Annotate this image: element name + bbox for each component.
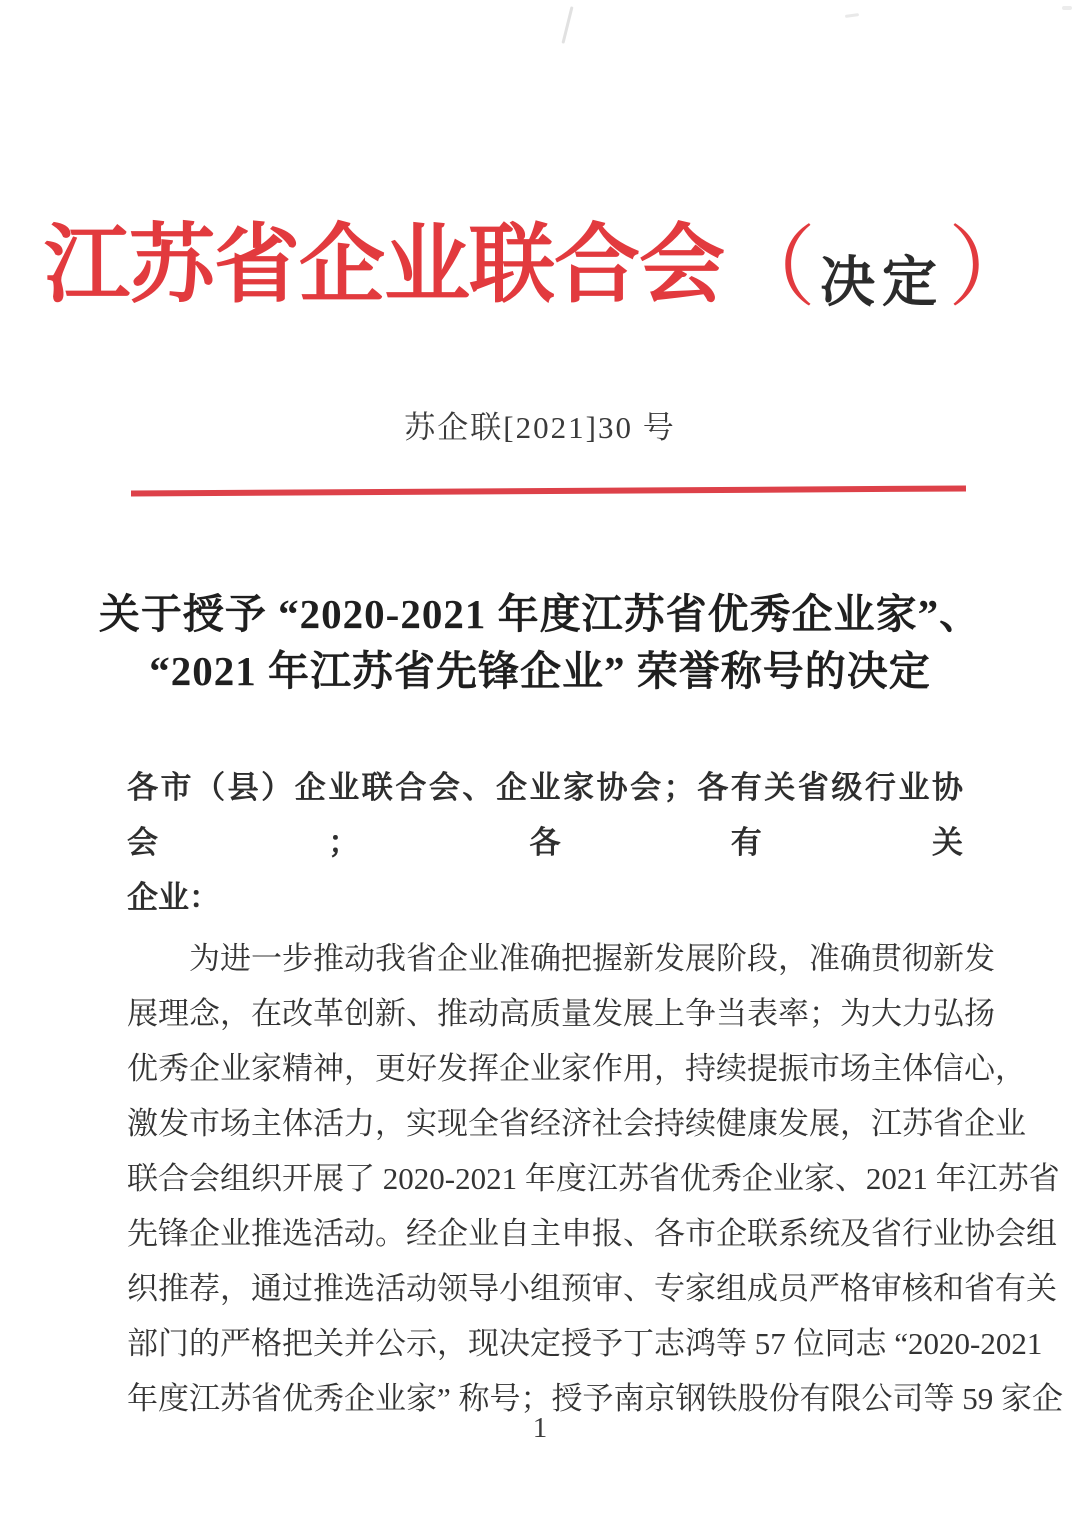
body-line: 联合会组织开展了 2020-2021 年度江苏省优秀企业家、2021 年江苏省 xyxy=(127,1161,1060,1196)
document-title-line-1: 关于授予 “2020-2021 年度江苏省优秀企业家”、 xyxy=(98,591,982,637)
body-line: 为进一步推动我省企业准确把握新发展阶段，准确贯彻新发 xyxy=(189,941,995,976)
body-line: 织推荐，通过推选活动领导小组预审、专家组成员严格审核和省有关 xyxy=(127,1271,1057,1306)
salutation xyxy=(127,760,963,925)
document-reference-number: 苏企联[2021]30 号 xyxy=(404,410,676,445)
body-line: 部门的严格把关并公示，现决定授予丁志鸿等 57 位同志 “2020-2021 xyxy=(127,1326,1043,1361)
scan-artifact xyxy=(845,13,859,18)
letterhead-paren-close: ） xyxy=(948,220,1037,318)
letterhead-doc-type: 决定 xyxy=(819,252,944,314)
body-paragraph xyxy=(127,931,1064,1426)
scan-artifact xyxy=(1062,6,1072,10)
organization-name: 江苏省企业联合会 xyxy=(43,217,724,313)
page-number: 1 xyxy=(532,1412,548,1444)
body-line: 展理念，在改革创新、推动高质量发展上争当表率；为大力弘扬 xyxy=(127,996,995,1031)
body-line: 先锋企业推选活动。经企业自主申报、各市企联系统及省行业协会组 xyxy=(127,1216,1057,1251)
document-title-line-2: “2021 年江苏省先锋企业” 荣誉称号的决定 xyxy=(149,648,931,694)
salutation-line-1: 各市（县）企业联合会、企业家协会；各有关省级行业协会；各有关 xyxy=(127,770,963,860)
red-separator-line xyxy=(131,485,966,496)
document-title xyxy=(60,586,1020,700)
salutation-line-2: 企业： xyxy=(127,880,220,915)
scan-artifact xyxy=(561,6,573,44)
letterhead-paren-open: （ xyxy=(727,220,816,318)
document-body xyxy=(127,760,1064,1426)
body-line: 优秀企业家精神，更好发挥企业家作用，持续提振市场主体信心， xyxy=(127,1051,1026,1086)
letterhead-banner xyxy=(0,212,1080,320)
body-line: 年度江苏省优秀企业家” 称号；授予南京钢铁股份有限公司等 59 家企 xyxy=(127,1381,1064,1416)
body-line: 激发市场主体活力，实现全省经济社会持续健康发展，江苏省企业 xyxy=(127,1106,1026,1141)
